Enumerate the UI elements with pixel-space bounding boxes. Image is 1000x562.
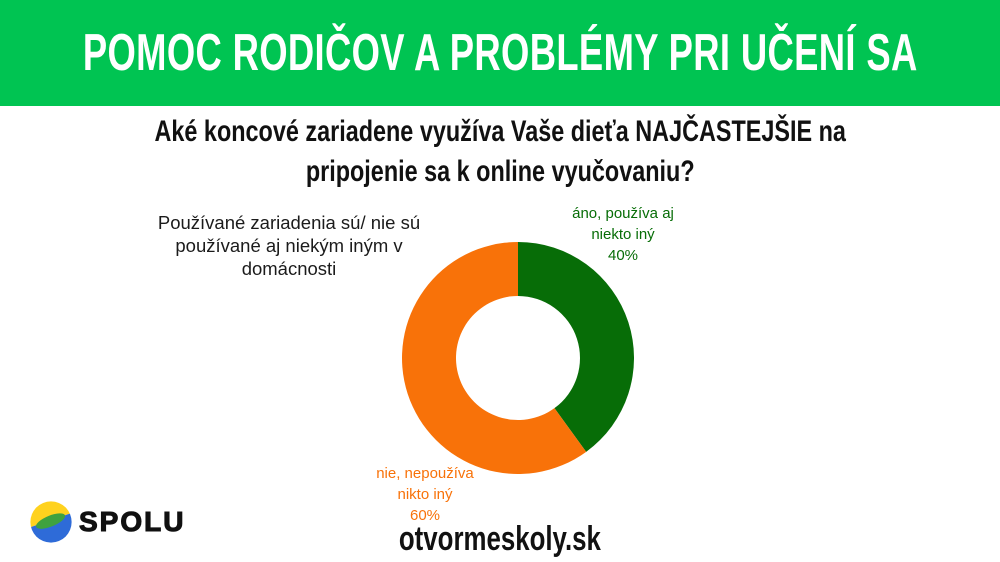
side-note: Používané zariadenia sú/ nie sú používané aj niekým iným v domácnosti <box>157 212 421 279</box>
question-title <box>0 112 1000 192</box>
slice-label-ano: áno, používa aj niekto iný 40% <box>572 205 674 264</box>
donut-chart <box>402 242 634 474</box>
donut-svg <box>402 242 634 474</box>
header-banner <box>0 0 1000 106</box>
banner-title: POMOC RODIČOV A PROBLÉMY PRI UČENÍ SA <box>82 24 918 82</box>
spolu-logo-text: SPOLU <box>79 506 186 537</box>
website-text: otvormeskoly.sk <box>398 520 602 558</box>
question-title-text: Aké koncové zariadene využíva Vaše dieťa NAJČASTEJŠIE na pripojenie sa k online vyučovaniu? <box>154 115 846 188</box>
slice-label-nie: nie, nepoužíva nikto iný 60% <box>376 465 474 524</box>
website <box>0 520 1000 559</box>
